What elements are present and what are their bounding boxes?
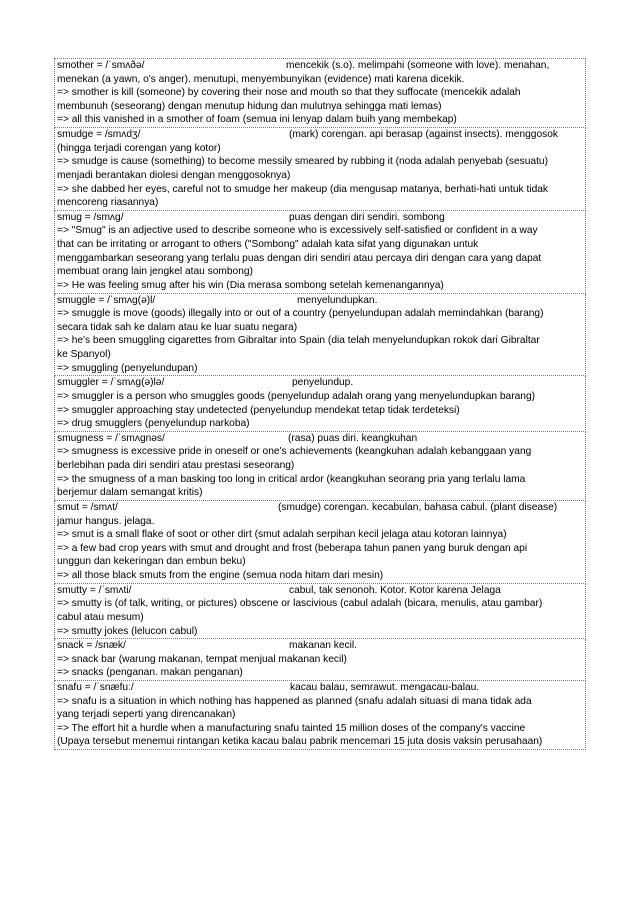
entry-text-line: => smuggle is move (goods) illegally into or out of a country (penyelundupan adalah memindahkan (barang) bbox=[57, 308, 544, 320]
entry-text-line: => he's been smuggling cigarettes from Gibraltar into Spain (dia telah menyelundupkan rokok dari Gibraltar bbox=[57, 335, 540, 347]
entry-headword-line bbox=[57, 294, 584, 308]
entry-text-line: => smutty is (of talk, writing, or pictures) obscene or lascivious (cabul adalah (bicara, menulis, atau gambar) bbox=[57, 598, 543, 610]
entry-text-line: cabul atau mesum) bbox=[57, 611, 144, 623]
entry-headword-line bbox=[57, 376, 584, 390]
entry-text-line: unggun dan kekeringan dan embun beku) bbox=[57, 556, 246, 568]
entry-text-line: => smut is a small flake of soot or other dirt (smut adalah serpihan kecil jelaga atau kotoran lainnya) bbox=[57, 529, 507, 541]
dictionary-entry bbox=[54, 432, 586, 501]
dictionary-sheet bbox=[54, 58, 586, 750]
entry-term: smudge = /smʌdʒ/ bbox=[57, 129, 141, 141]
entry-text-line: => drug smugglers (penyelundup narkoba) bbox=[57, 418, 250, 430]
entry-term: smuggle = /ˈsmʌɡ(ə)l/ bbox=[57, 294, 156, 306]
entry-text-line: => smuggler approaching stay undetected (penyelundup mendekat tetap tidak terdeteksi) bbox=[57, 404, 460, 416]
entry-text-line: => snafu is a situation in which nothing has happened as planned (snafu adalah situasi di mana tidak ada bbox=[57, 695, 532, 707]
entry-meaning: (smudge) corengan. kecabulan, bahasa cabul. (plant disease) bbox=[278, 501, 558, 513]
entry-meaning: cabul, tak senonoh. Kotor. Kotor karena Jelaga bbox=[289, 584, 501, 596]
entry-meaning: menyelundupkan. bbox=[297, 294, 378, 306]
entry-text-line: => He was feeling smug after his win (Dia merasa sombong setelah kemenangannya) bbox=[57, 279, 444, 291]
entry-text-line: => smugness is excessive pride in oneself or one's achievements (keangkuhan adalah kebanggaan yang bbox=[57, 446, 532, 458]
entry-text-line: => smudge is cause (something) to become messily smeared by rubbing it (noda adalah penyebab (sesuatu) bbox=[57, 156, 548, 168]
entry-meaning: makanan kecil. bbox=[289, 640, 357, 652]
entry-text-line: => smutty jokes (lelucon cabul) bbox=[57, 625, 198, 637]
dictionary-entry bbox=[54, 128, 586, 211]
entry-text-line: menjadi berantakan diolesi dengan menggosoknya) bbox=[57, 169, 291, 181]
dictionary-entry bbox=[54, 681, 586, 750]
entry-text-line: => snacks (penganan. makan penganan) bbox=[57, 667, 243, 679]
entry-meaning: penyelundup. bbox=[292, 377, 354, 389]
entry-headword-line bbox=[57, 501, 584, 515]
entry-text-line: berjemur dalam semangat kritis) bbox=[57, 487, 203, 499]
entry-text-line: => smuggling (penyelundupan) bbox=[57, 362, 198, 374]
entry-meaning: mencekik (s.o). melimpahi (someone with love). menahan, bbox=[286, 60, 550, 71]
entry-text-line: membunuh (seseorang) dengan menutup hidung dan mulutnya sehingga mati lemas) bbox=[57, 100, 442, 112]
entry-text-line: that can be irritating or arrogant to others ("Sombong" adalah kata sifat yang digunakan untuk bbox=[57, 239, 479, 251]
entry-meaning: puas dengan diri sendiri. sombong bbox=[289, 211, 445, 223]
entry-text-line: menekan (a yawn, o's anger). menutupi, menyembunyikan (evidence) mati karena dicekik. bbox=[57, 73, 465, 85]
entry-headword-line bbox=[57, 639, 584, 653]
dictionary-entry bbox=[54, 211, 586, 294]
entry-meaning: (rasa) puas diri. keangkuhan bbox=[288, 432, 418, 444]
entry-text-line: => smother is kill (someone) by covering their nose and mouth so that they suffocate (mencekik adalah bbox=[57, 87, 521, 99]
entry-text-line: berlebihan pada diri sendiri atau prestasi seseorang) bbox=[57, 460, 295, 472]
entry-term: smutty = /ˈsmʌti/ bbox=[57, 584, 132, 596]
entry-text-line: => the smugness of a man basking too long in critical ardor (keangkuhan seorang pria yang terlalu lama bbox=[57, 473, 526, 485]
entry-term: smut = /smʌt/ bbox=[57, 501, 118, 513]
entry-text-line: => snack bar (warung makanan, tempat menjual makanan kecil) bbox=[57, 653, 347, 665]
entry-text-line: => a few bad crop years with smut and drought and frost (beberapa tahun panen yang buruk dengan api bbox=[57, 542, 528, 554]
entry-text-line: jamur hangus. jelaga. bbox=[57, 515, 155, 527]
entry-term: snafu = /ˈsnæfuː/ bbox=[57, 681, 134, 693]
entry-headword-line bbox=[57, 128, 584, 142]
entry-text-line: => all those black smuts from the engine (semua noda hitam dari mesin) bbox=[57, 570, 384, 582]
entry-headword-line bbox=[57, 59, 584, 73]
entry-text-line: => she dabbed her eyes, careful not to smudge her makeup (dia mengusap matanya, berhati-hati untuk tidak bbox=[57, 183, 548, 195]
entry-meaning: kacau balau, semrawut. mengacau-balau. bbox=[290, 681, 480, 693]
entry-text-line: => "Smug" is an adjective used to describe someone who is excessively self-satisfied or confident in a way bbox=[57, 225, 538, 237]
entry-headword-line bbox=[57, 432, 584, 446]
dictionary-entry bbox=[54, 501, 586, 584]
entry-text-line: membuat orang lain jengkel atau sombong) bbox=[57, 266, 253, 278]
entry-text-line: => The effort hit a hurdle when a manufacturing snafu tainted 15 million doses of the company's vaccine bbox=[57, 722, 526, 734]
entry-headword-line bbox=[57, 584, 584, 598]
dictionary-entry bbox=[54, 639, 586, 681]
entry-text-line: (hingga terjadi corengan yang kotor) bbox=[57, 142, 221, 154]
dictionary-entry bbox=[54, 294, 586, 377]
entry-term: smother = /ˈsmʌðə/ bbox=[57, 60, 145, 71]
dictionary-entry bbox=[54, 584, 586, 639]
entry-text-line: => smuggler is a person who smuggles goods (penyelundup adalah orang yang menyelundupkan barang) bbox=[57, 390, 536, 402]
entry-term: smuggler = /ˈsmʌɡ(ə)lə/ bbox=[57, 377, 165, 389]
entry-headword-line bbox=[57, 211, 584, 225]
entry-headword-line bbox=[57, 681, 584, 695]
entry-term: snack = /snæk/ bbox=[57, 640, 126, 652]
entry-text-line: yang terjadi seperti yang direncanakan) bbox=[57, 709, 236, 721]
dictionary-entry bbox=[54, 376, 586, 431]
entry-text-line: (Upaya tersebut menemui rintangan ketika kacau balau pabrik mencemari 15 juta dosis vaksin perusahaan) bbox=[57, 736, 543, 748]
entry-text-line: secara tidak sah ke dalam atau ke luar suatu negara) bbox=[57, 321, 298, 333]
entry-text-line: menggambarkan seseorang yang terlalu puas dengan diri sendiri atau percaya diri dengan cara yang dapat bbox=[57, 252, 542, 264]
entry-text-line: => all this vanished in a smother of foam (semua ini lenyap dalam buih yang membekap) bbox=[57, 114, 457, 126]
entry-text-line: ke Spanyol) bbox=[57, 349, 111, 361]
entry-term: smug = /smʌg/ bbox=[57, 211, 124, 223]
dictionary-entry bbox=[54, 59, 586, 128]
entry-meaning: (mark) corengan. api berasap (against insects). menggosok bbox=[289, 129, 558, 141]
entry-term: smugness = /ˈsmʌɡnəs/ bbox=[57, 432, 165, 444]
entry-text-line: mencoreng riasannya) bbox=[57, 197, 159, 209]
